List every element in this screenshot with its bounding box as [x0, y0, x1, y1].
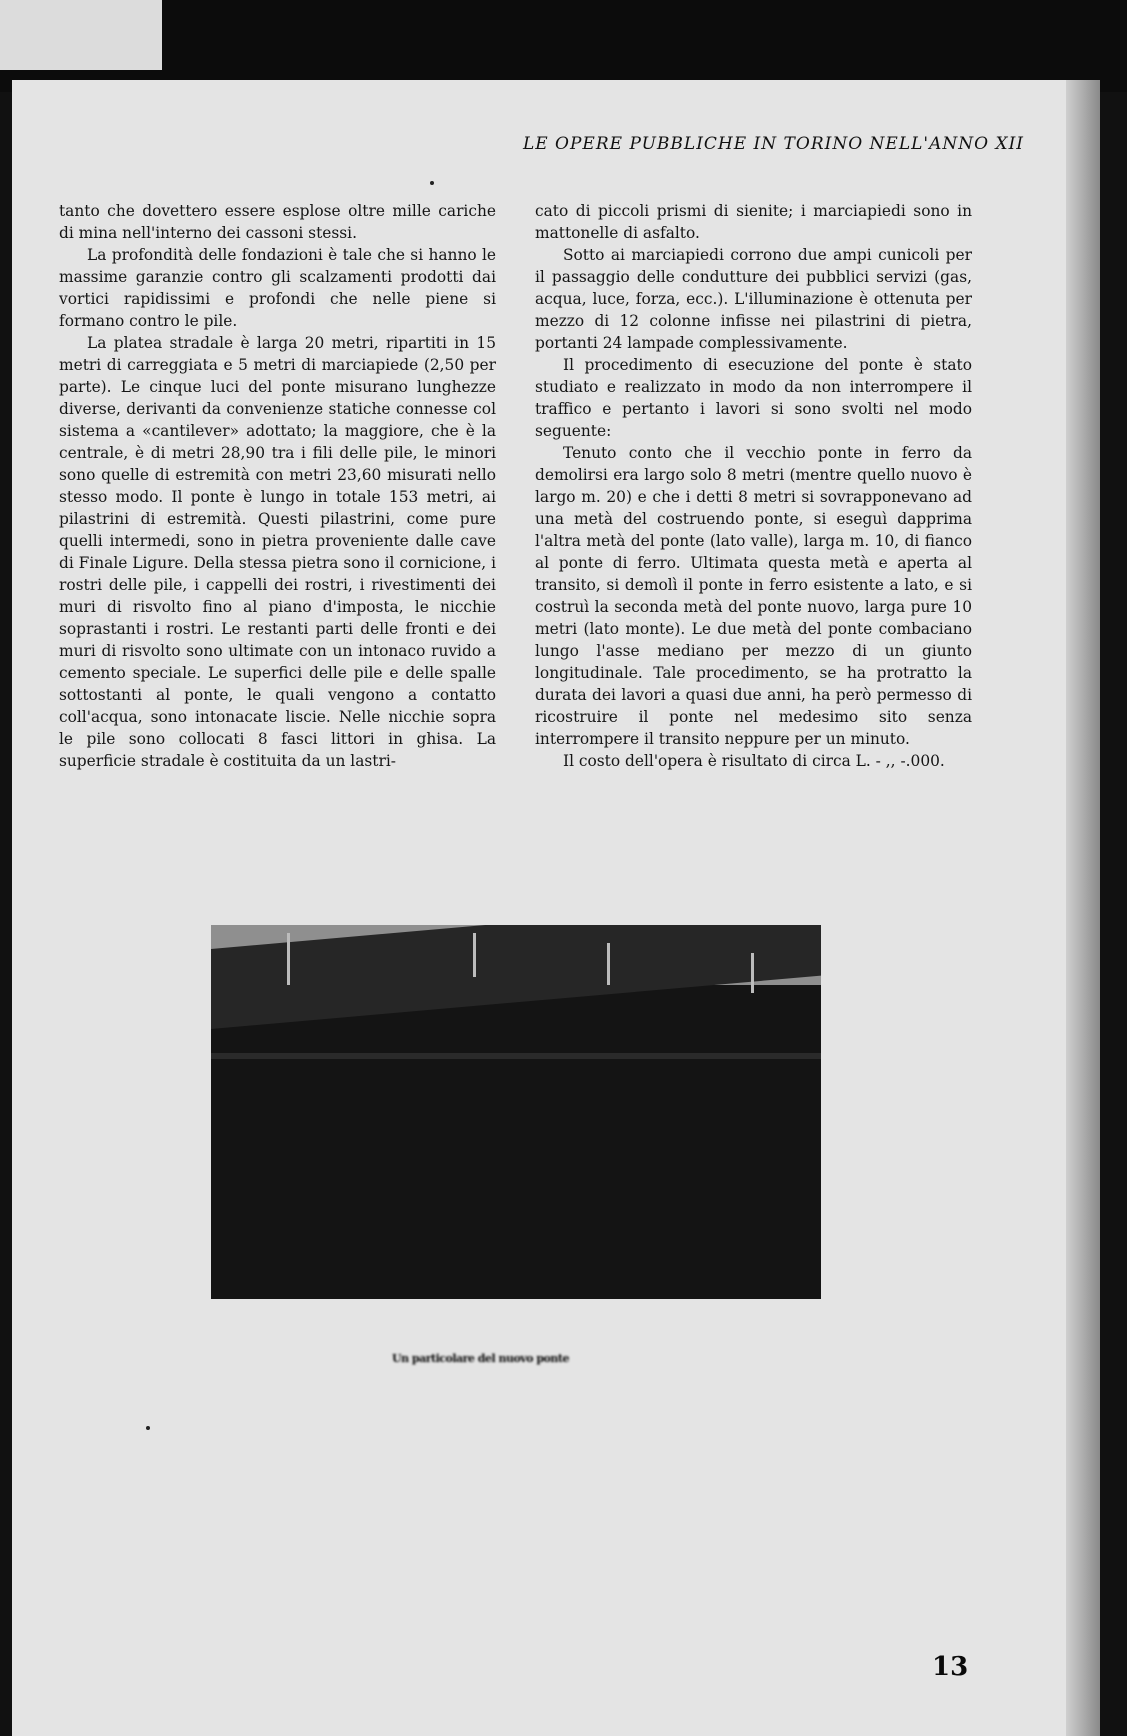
paragraph: tanto che dovettero essere esplose oltre mille cariche di mina nell'interno dei cassoni stessi.: [59, 202, 496, 242]
lamp-post: [287, 933, 290, 985]
right-column: [535, 200, 972, 772]
paragraph: Tenuto conto che il vecchio ponte in ferro da demolirsi era largo solo 8 metri (mentre quello nuovo è largo m. 20) e che i detti 8 metri si sovrapponevano ad una metà del costruendo ponte, si eseguì dapprima l'altra metà del ponte (lato valle), larga m. 10, di fianco al ponte di ferro. Ultimata questa metà e aperta al transito, si demolì il ponte in ferro esistente a lato, e si costruì la seconda metà del ponte nuovo, larga pure 10 metri (lato monte). Le due metà del ponte combaciano lungo l'asse mediano per mezzo di un giunto longitudinale. Tale procedimento, se ha protratto la durata dei lavori a quasi due anni, ha però permesso di ricostruire il ponte nel medesimo sito senza interrompere il transito neppure per un minuto.: [535, 444, 972, 748]
paragraph: La profondità delle fondazioni è tale che si hanno le massime garanzie contro gli scalzamenti prodotti dai vortici rapidissimi e profondi che nelle piene si formano contro le pile.: [59, 246, 496, 330]
running-head: LE OPERE PUBBLICHE IN TORINO NELL'ANNO XII: [522, 134, 1024, 154]
paragraph: La platea stradale è larga 20 metri, ripartiti in 15 metri di carreggiata e 5 metri di marciapiede (2,50 per parte). Le cinque luci del ponte misurano lunghezze diverse, derivanti da convenienze statiche connesse col sistema a «cantilever» adottato; la maggiore, che è la centrale, è di metri 28,90 tra i fili delle pile, le minori sono quelle di estremità con metri 23,60 misurati nello stesso modo. Il ponte è lungo in totale 153 metri, ai pilastrini di estremità. Questi pilastrini, come pure quelli intermedi, sono in pietra proveniente dalle cave di Finale Ligure. Della stessa pietra sono il cornicione, i rostri delle pile, i cappelli dei rostri, i rivestimenti dei muri di risvolto fino al piano d'imposta, le nicchie soprastanti i rostri. Le restanti parti delle fronti e dei muri di risvolto sono ultimate con un intonaco ruvido a cemento speciale. Le superfici delle pile e delle spalle sottostanti al ponte, le quali vengono a contatto coll'acqua, sono intonacate liscie. Nelle nicchie sopra le pile sono collocati 8 fasci littori in ghisa. La superficie stradale è costituita da un lastri-: [59, 334, 496, 770]
document-page: [12, 80, 1100, 1736]
paragraph: Il costo dell'opera è risultato di circa L. - ,, -.000.: [563, 752, 945, 770]
paragraph: cato di piccoli prismi di sienite; i marciapiedi sono in mattonelle di asfalto.: [535, 202, 972, 242]
page-number: 13: [932, 1652, 969, 1682]
scan-dark-border: [0, 0, 1127, 92]
scan-speck: [430, 181, 434, 185]
left-column: [59, 200, 496, 772]
paragraph: Sotto ai marciapiedi corrono due ampi cunicoli per il passaggio delle condutture dei pubblici servizi (gas, acqua, luce, forza, ecc.). L'illuminazione è ottenuta per mezzo di 12 colonne infisse nei pilastrini di pietra, portanti 24 lampade complessivamente.: [535, 246, 972, 352]
scan-light-notch: [0, 0, 162, 70]
photo-shadow-band: [211, 1053, 821, 1059]
bridge-photograph: [211, 925, 821, 1299]
page-edge-shadow: [1066, 80, 1100, 1736]
lamp-post: [473, 933, 476, 977]
scan-speck: [146, 1426, 150, 1430]
lamp-post: [751, 953, 754, 993]
lamp-post: [607, 943, 610, 985]
photo-bridge-deck: [211, 925, 821, 1029]
paragraph: Il procedimento di esecuzione del ponte è stato studiato e realizzato in modo da non interrompere il traffico e pertanto i lavori si sono svolti nel modo seguente:: [535, 356, 972, 440]
photo-caption: Un particolare del nuovo ponte: [392, 1352, 569, 1365]
